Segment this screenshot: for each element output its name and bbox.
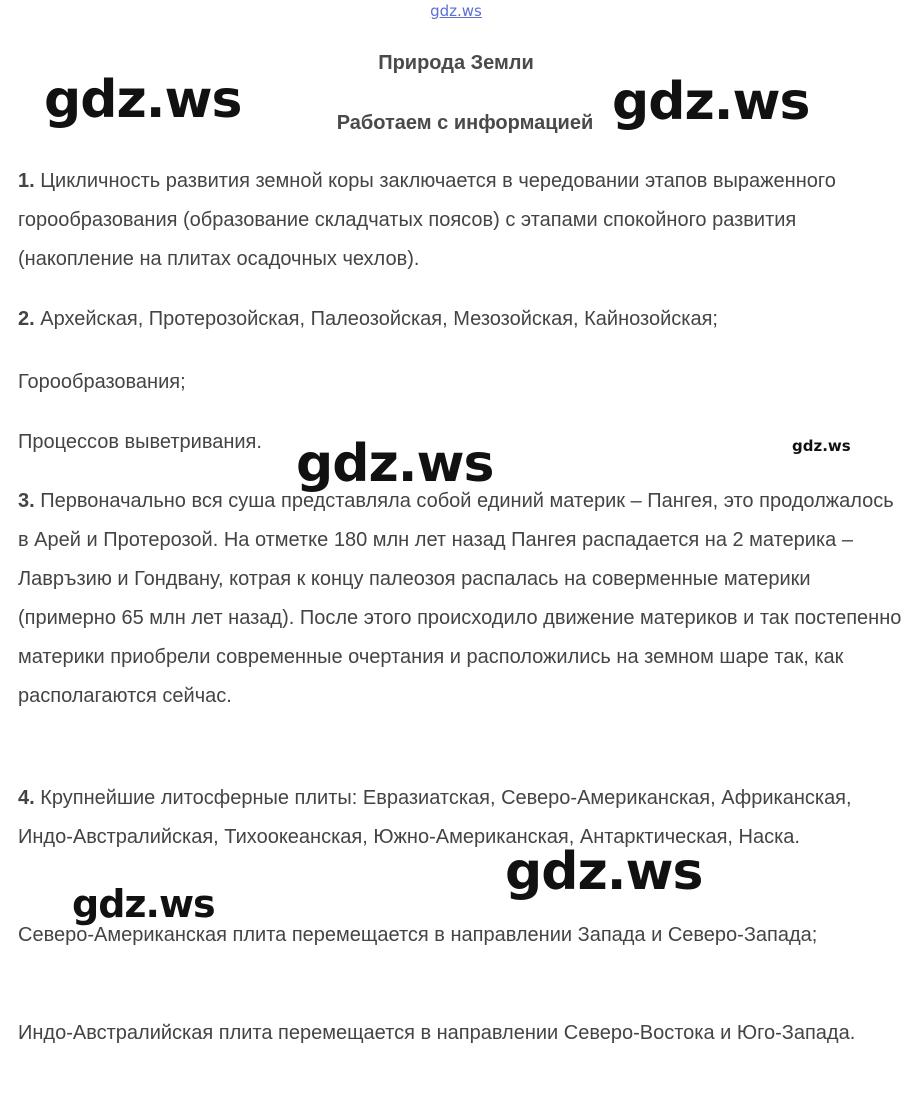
answer-paragraph-2b <box>18 363 908 402</box>
watermark-logo: gdz.ws <box>612 72 810 132</box>
answer-number: 4. <box>18 787 35 809</box>
watermark-logo: gdz.ws <box>505 842 703 902</box>
answer-text: Крупнейшие литосферные плиты: Евразиатская, Северо-Американская, Африканская, Индо-Австралийская, Тихоокеанская, Южно-Американская, Антарктическая, Наска. <box>18 787 852 848</box>
answer-number: 1. <box>18 170 35 192</box>
answer-paragraph-1 <box>18 162 908 279</box>
answer-text: Северо-Американская плита перемещается в направлении Запада и Северо-Запада; <box>18 924 818 946</box>
answer-text: Индо-Австралийская плита перемещается в направлении Северо-Востока и Юго-Запада. <box>18 1022 856 1044</box>
answer-paragraph-4 <box>18 779 908 857</box>
answer-text: Архейская, Протерозойская, Палеозойская, Мезозойская, Кайнозойская; <box>34 308 718 330</box>
answer-number: 3. <box>18 490 35 512</box>
answer-text: Цикличность развития земной коры заключается в чередовании этапов выраженного горообразования (образование складчатых поясов) с этапами спокойного развития (накопление на плитах осадочных чехлов). <box>18 170 836 270</box>
top-watermark-link[interactable]: gdz.ws <box>430 2 482 20</box>
section-subtitle: Работаем с информацией <box>336 112 594 134</box>
watermark-small: gdz.ws <box>792 437 851 455</box>
answer-text: Горообразования; <box>18 371 186 393</box>
answer-paragraph-4c <box>18 1014 908 1053</box>
answer-number: 2. <box>18 308 35 330</box>
watermark-logo: gdz.ws <box>72 882 215 926</box>
page-title: Природа Земли <box>378 52 534 74</box>
answer-paragraph-2 <box>18 300 908 339</box>
watermark-logo: gdz.ws <box>44 70 242 130</box>
answer-paragraph-3 <box>18 482 908 716</box>
answer-text: Процессов выветривания. <box>18 431 262 453</box>
answer-text: Первоначально вся суша представляла собой единий материк – Пангея, это продолжалось в Арей и Протерозой. На отметке 180 млн лет назад Пангея распадается на 2 материка – Лавръзию и Гондвану, котрая к концу палеозоя распалась на соверменные материки (примерно 65 млн лет назад). После этого происходило движение материков и так постепенно материки приобрели современные очертания и расположились на земном шаре так, как располагаются сейчас. <box>18 490 902 707</box>
watermark-logo: gdz.ws <box>296 434 494 494</box>
